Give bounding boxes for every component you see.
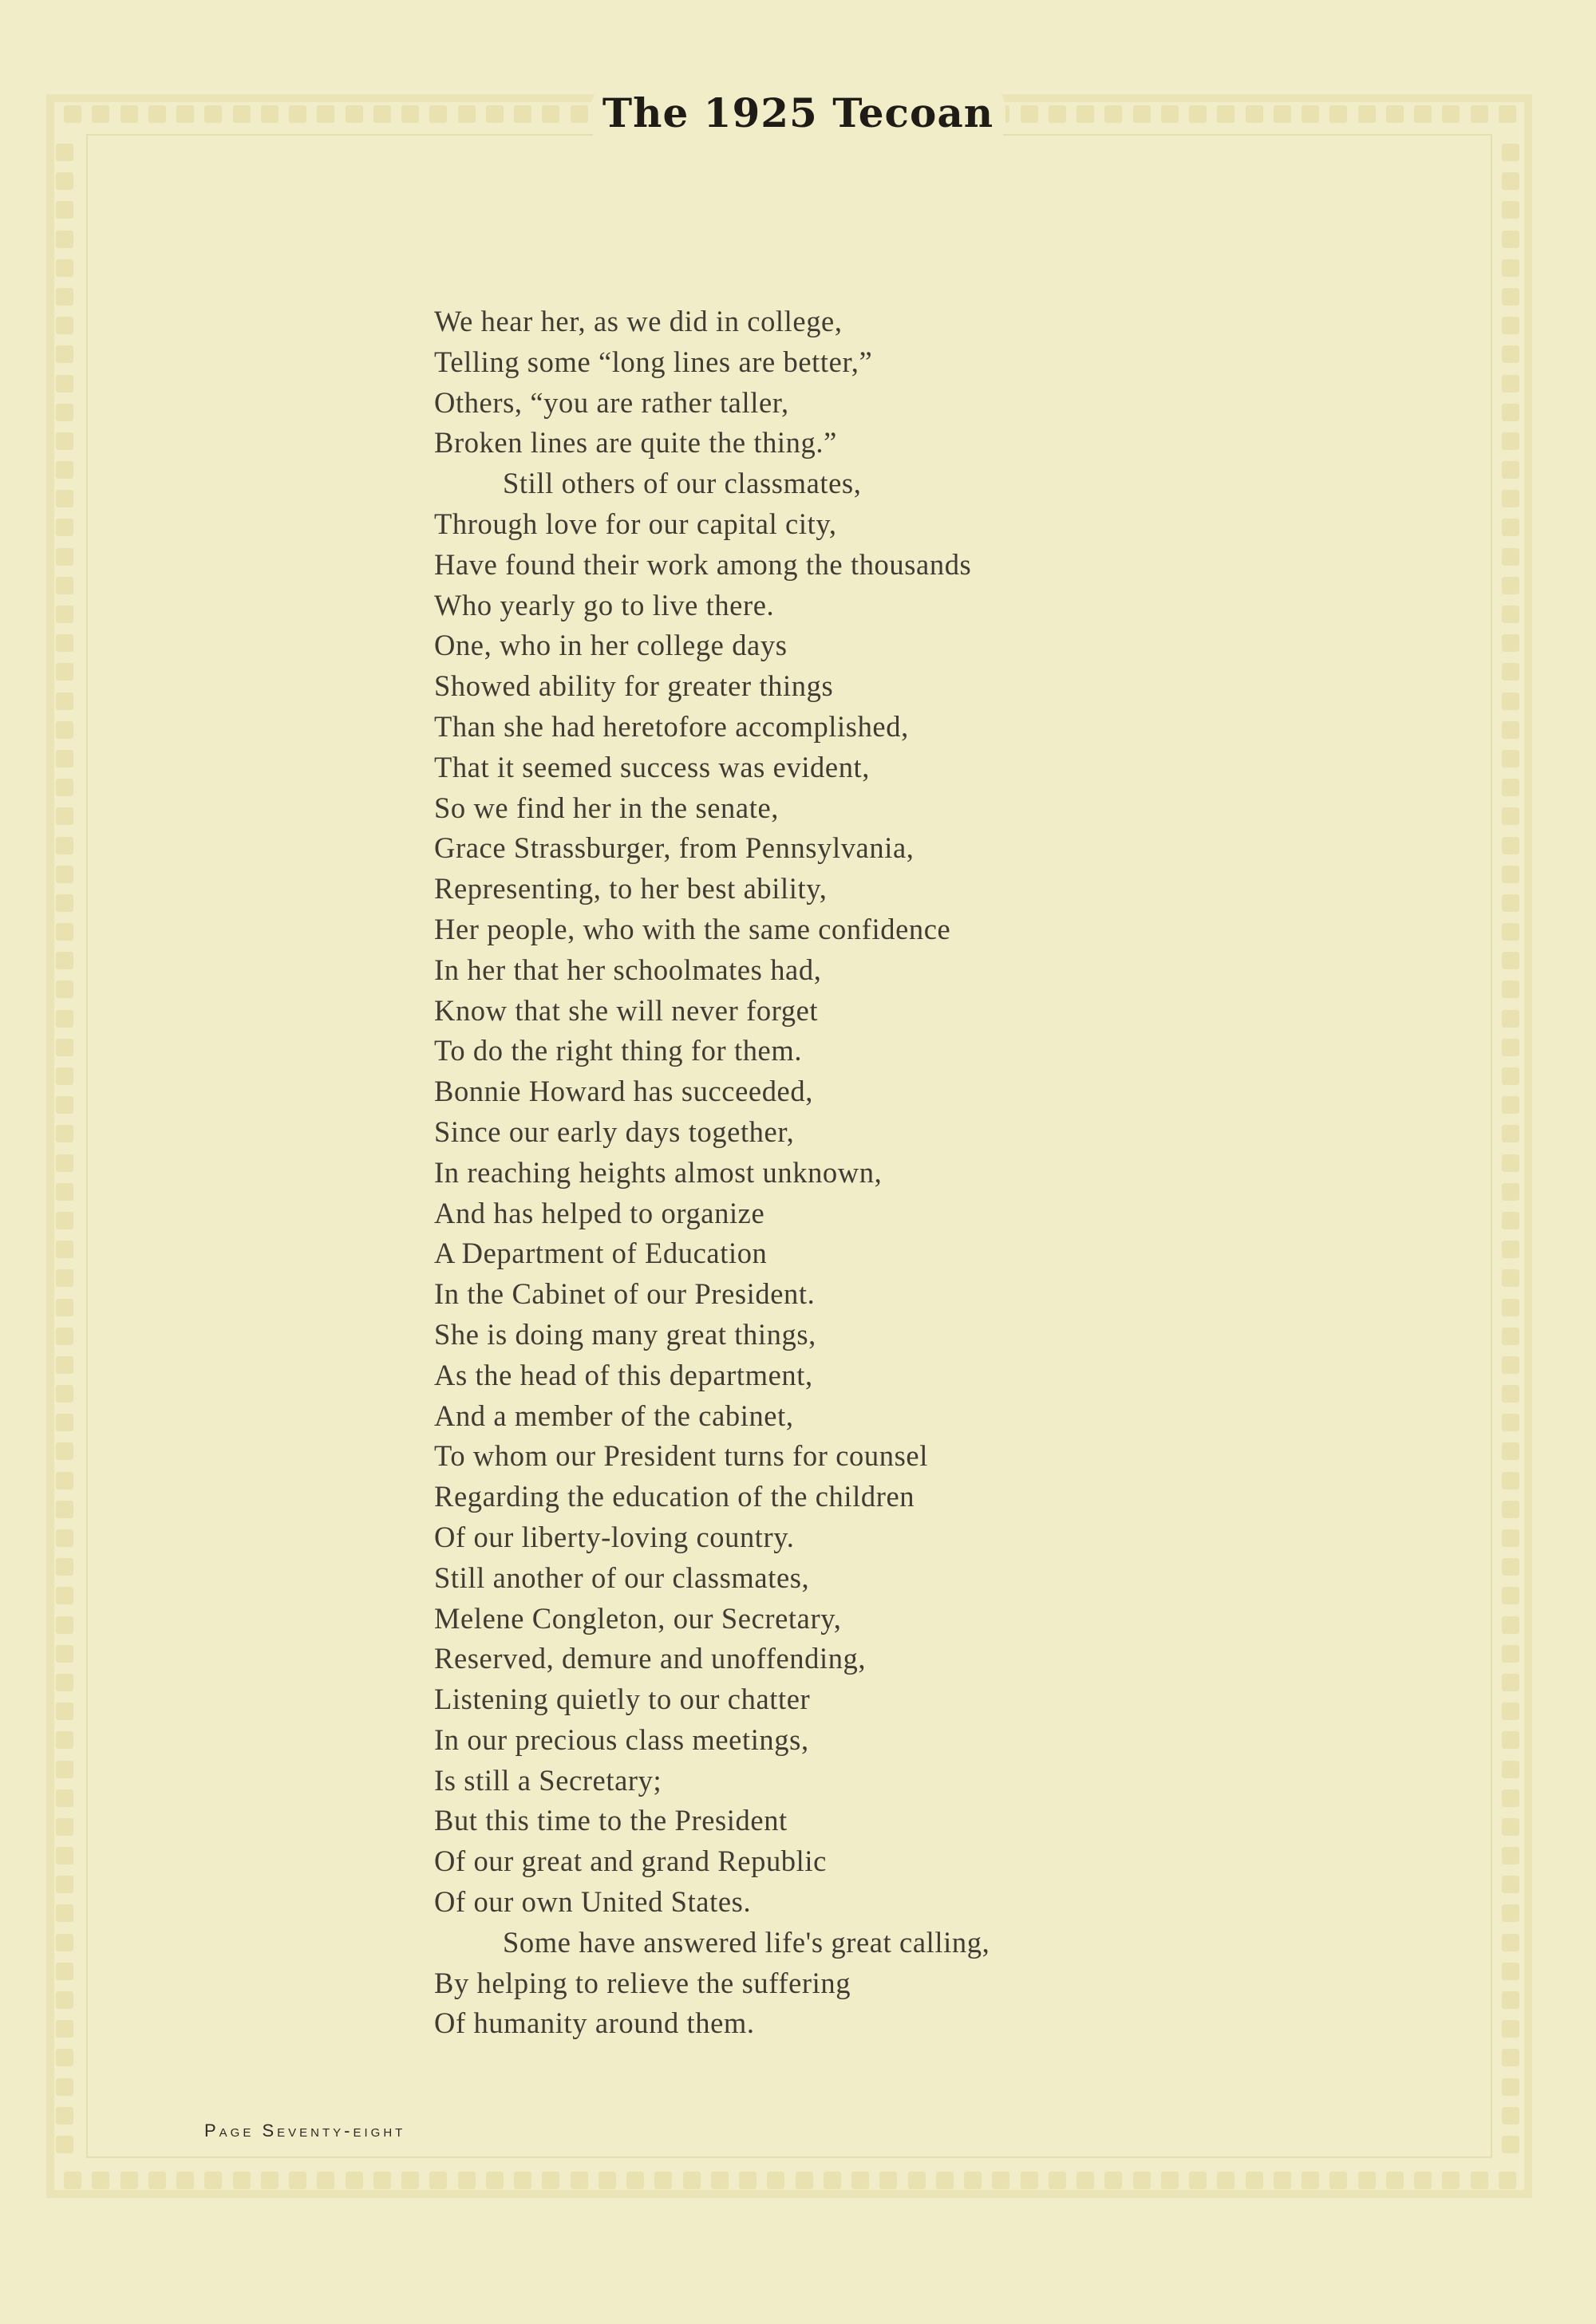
border-ornament-square xyxy=(56,692,73,710)
poem-line: One, who in her college days xyxy=(434,629,788,662)
border-ornament-square xyxy=(233,105,251,123)
poem-text xyxy=(434,302,1232,2044)
border-ornament-square xyxy=(64,105,81,123)
border-ornament-square xyxy=(1502,1934,1519,1951)
border-ornament-square xyxy=(56,432,73,450)
border-ornament-square xyxy=(317,2172,334,2189)
border-ornament-square xyxy=(1502,2020,1519,2038)
border-ornament-square xyxy=(429,105,447,123)
border-ornament-square xyxy=(1502,1645,1519,1663)
border-ornament-square xyxy=(1189,105,1207,123)
border-ornament-square xyxy=(1502,1328,1519,1345)
poem-line: But this time to the President xyxy=(434,1804,788,1837)
border-ornament-square xyxy=(1502,750,1519,767)
poem-line: Of humanity around them. xyxy=(434,2006,755,2040)
border-ornament-square xyxy=(1502,1847,1519,1864)
border-ornament-square xyxy=(571,2172,588,2189)
border-ornament-square xyxy=(56,201,73,219)
border-ornament-square xyxy=(56,1587,73,1604)
border-ornament-square xyxy=(56,1558,73,1576)
border-ornament-square xyxy=(1502,980,1519,998)
border-ornament-square xyxy=(56,1125,73,1142)
poem-line: In her that her schoolmates had, xyxy=(434,953,822,986)
border-ornament-square xyxy=(56,1674,73,1691)
border-ornament-square xyxy=(56,721,73,739)
border-ornament-square xyxy=(289,105,306,123)
border-ornament-square xyxy=(1358,105,1376,123)
border-ornament-square xyxy=(1502,1212,1519,1229)
border-ornament-square xyxy=(1386,105,1404,123)
border-ornament-square xyxy=(1274,2172,1291,2189)
border-ornament-square xyxy=(1502,692,1519,710)
border-ornament-square xyxy=(1502,1789,1519,1807)
poem-line: Some have answered life's great calling, xyxy=(503,1925,990,1959)
border-ornament-square xyxy=(1502,1299,1519,1316)
border-ornament-square xyxy=(346,105,363,123)
border-ornament-square xyxy=(56,1039,73,1056)
border-ornament-square xyxy=(1502,1963,1519,1980)
border-ornament-square xyxy=(1502,1674,1519,1691)
border-ornament-square xyxy=(1502,779,1519,796)
border-ornament-square xyxy=(1502,1414,1519,1431)
border-ornament-square xyxy=(1502,172,1519,190)
poem-line: In the Cabinet of our President. xyxy=(434,1277,816,1311)
border-ornament-square xyxy=(373,105,391,123)
border-ornament-square xyxy=(598,2172,616,2189)
border-ornament-square xyxy=(56,1328,73,1345)
poem-line: Telling some “long lines are better,” xyxy=(434,345,873,378)
border-ornament-square xyxy=(1217,105,1235,123)
border-ornament-square xyxy=(542,2172,559,2189)
border-ornament-square xyxy=(56,2078,73,2096)
border-ornament-square xyxy=(233,2172,251,2189)
border-ornament-square xyxy=(1414,2172,1432,2189)
border-ornament-square xyxy=(56,837,73,854)
border-ornament-square xyxy=(56,980,73,998)
poem-line: Of our own United States. xyxy=(434,1885,752,1919)
border-ornament-square xyxy=(1502,1356,1519,1374)
poem-line: Of our great and grand Republic xyxy=(434,1845,827,1878)
poem-line: As the head of this department, xyxy=(434,1358,813,1391)
border-ornament-square xyxy=(56,663,73,681)
poem-line: Have found their work among the thousands xyxy=(434,547,972,581)
border-ornament-square xyxy=(56,866,73,883)
border-ornament-square xyxy=(1502,345,1519,363)
border-ornament-square xyxy=(1049,105,1066,123)
border-ornament-square xyxy=(1329,105,1347,123)
border-ornament-square xyxy=(1502,1876,1519,1893)
border-ornament-square xyxy=(56,1761,73,1778)
border-ornament-square xyxy=(56,1645,73,1663)
border-ornament-square xyxy=(1502,923,1519,941)
border-ornament-square xyxy=(56,1529,73,1547)
poem-line: Than she had heretofore accomplished, xyxy=(434,709,909,743)
border-ornament-square xyxy=(148,105,166,123)
border-ornament-square xyxy=(56,2020,73,2038)
border-ornament-square xyxy=(1502,288,1519,306)
poem-line: Bonnie Howard has succeeded, xyxy=(434,1075,813,1108)
border-ornament-square xyxy=(56,461,73,479)
border-ornament-square xyxy=(56,1067,73,1085)
border-ornament-square xyxy=(879,2172,897,2189)
border-ornament-square xyxy=(261,2172,279,2189)
border-ornament-square xyxy=(1161,2172,1179,2189)
poem-line: She is doing many great things, xyxy=(434,1317,816,1351)
border-ornament-square xyxy=(1502,1991,1519,2009)
border-ornament-square xyxy=(1502,1529,1519,1547)
poem-line: Reserved, demure and unoffending, xyxy=(434,1642,867,1675)
border-ornament-square xyxy=(1502,894,1519,912)
border-ornament-square xyxy=(1502,1818,1519,1836)
border-ornament-square xyxy=(1502,432,1519,450)
border-ornament-square xyxy=(56,317,73,334)
border-ornament-square xyxy=(56,1703,73,1720)
border-ornament-square xyxy=(711,2172,729,2189)
border-ornament-square xyxy=(1502,1269,1519,1287)
border-ornament-square xyxy=(56,1789,73,1807)
border-ornament-square xyxy=(1133,105,1151,123)
border-ornament-square xyxy=(796,2172,813,2189)
border-ornament-square xyxy=(1502,231,1519,248)
border-ornament-square xyxy=(851,2172,869,2189)
poem-line: We hear her, as we did in college, xyxy=(434,305,843,337)
border-ornament-square xyxy=(1502,1501,1519,1518)
border-ornament-square xyxy=(1502,634,1519,652)
border-ornament-square xyxy=(56,345,73,363)
poem-line: Still another of our classmates, xyxy=(434,1561,810,1594)
border-ornament-square xyxy=(120,2172,138,2189)
poem-line: Who yearly go to live there. xyxy=(434,588,775,621)
border-ornament-square xyxy=(56,1472,73,1489)
border-ornament-square xyxy=(1502,837,1519,854)
border-ornament-square xyxy=(56,231,73,248)
border-ornament-square xyxy=(56,2107,73,2125)
border-ornament-square xyxy=(1077,2172,1094,2189)
border-ornament-square xyxy=(56,606,73,623)
border-ornament-square xyxy=(964,2172,982,2189)
border-ornament-square xyxy=(1502,375,1519,393)
border-ornament-square xyxy=(56,1847,73,1864)
border-ornament-square xyxy=(1502,807,1519,825)
border-ornament-square xyxy=(56,144,73,161)
border-ornament-square xyxy=(908,2172,926,2189)
border-ornament-square xyxy=(56,1501,73,1518)
border-ornament-square xyxy=(1502,1125,1519,1142)
border-ornament-square xyxy=(56,923,73,941)
border-ornament-square xyxy=(514,2172,531,2189)
border-ornament-square xyxy=(1502,404,1519,421)
poem-line: A Department of Education xyxy=(434,1237,768,1270)
poem-line: Others, “you are rather taller, xyxy=(434,385,789,419)
border-ornament-square xyxy=(1502,1067,1519,1085)
border-ornament-square xyxy=(56,1818,73,1836)
border-ornament-square xyxy=(56,894,73,912)
border-ornament-square xyxy=(56,1241,73,1258)
border-ornament-square xyxy=(1502,1385,1519,1403)
border-ornament-square xyxy=(992,2172,1009,2189)
border-ornament-square xyxy=(936,2172,954,2189)
border-ornament-square xyxy=(56,1096,73,1114)
border-ornament-square xyxy=(1077,105,1094,123)
border-ornament-square xyxy=(373,2172,391,2189)
border-ornament-square xyxy=(683,2172,701,2189)
border-ornament-square xyxy=(56,1385,73,1403)
border-ornament-square xyxy=(1502,2078,1519,2096)
poem-line: Showed ability for greater things xyxy=(434,669,834,703)
border-ornament-square xyxy=(56,1154,73,1172)
poem-line: Her people, who with the same confidence xyxy=(434,912,951,945)
border-ornament-square xyxy=(1502,1154,1519,1172)
border-ornament-square xyxy=(1502,461,1519,479)
border-ornament-square xyxy=(1502,606,1519,623)
border-ornament-bottom xyxy=(64,2172,1516,2192)
border-ornament-square xyxy=(1502,952,1519,969)
border-ornament-square xyxy=(1302,105,1319,123)
border-ornament-square xyxy=(56,1269,73,1287)
border-ornament-square xyxy=(56,1356,73,1374)
poem-line: Representing, to her best ability, xyxy=(434,872,828,906)
border-ornament-square xyxy=(1414,105,1432,123)
poem-line: By helping to relieve the suffering xyxy=(434,1966,851,1999)
poem-line: Through love for our capital city, xyxy=(434,507,837,540)
poem-line: Of our liberty-loving country. xyxy=(434,1520,795,1553)
border-ornament-square xyxy=(542,105,559,123)
border-ornament-square xyxy=(176,2172,194,2189)
border-ornament-square xyxy=(1502,1241,1519,1258)
border-ornament-square xyxy=(1502,1761,1519,1778)
border-ornament-square xyxy=(56,1442,73,1460)
border-ornament-square xyxy=(289,2172,306,2189)
border-ornament-square xyxy=(1274,105,1291,123)
border-ornament-square xyxy=(56,807,73,825)
border-ornament-square xyxy=(1161,105,1179,123)
border-ornament-square xyxy=(56,1904,73,1922)
poem-line: Grace Strassburger, from Pennsylvania, xyxy=(434,831,915,865)
border-ornament-square xyxy=(56,1414,73,1431)
page-header-title: The 1925 Tecoan xyxy=(602,89,994,136)
border-ornament-square xyxy=(92,105,109,123)
border-ornament-square xyxy=(1104,105,1122,123)
poem-line: Melene Congleton, our Secretary, xyxy=(434,1601,842,1635)
poem-line: Regarding the education of the children xyxy=(434,1480,915,1513)
poem-line: To do the right thing for them. xyxy=(434,1034,803,1067)
border-ornament-square xyxy=(56,1183,73,1201)
border-ornament-square xyxy=(92,2172,109,2189)
border-ornament-square xyxy=(458,2172,476,2189)
border-ornament-square xyxy=(654,2172,672,2189)
border-ornament-square xyxy=(824,2172,841,2189)
border-ornament-square xyxy=(1502,1010,1519,1028)
border-ornament-square xyxy=(1502,577,1519,594)
border-ornament-square xyxy=(429,2172,447,2189)
border-ornament-square xyxy=(1502,1096,1519,1114)
border-ornament-square xyxy=(148,2172,166,2189)
poem-line: And has helped to organize xyxy=(434,1196,765,1229)
border-ornament-square xyxy=(1502,490,1519,507)
border-ornament-square xyxy=(1502,1472,1519,1489)
border-ornament-square xyxy=(626,2172,644,2189)
border-ornament-square xyxy=(56,519,73,536)
border-ornament-square xyxy=(1502,1558,1519,1576)
border-ornament-square xyxy=(120,105,138,123)
border-ornament-square xyxy=(1502,1731,1519,1749)
border-ornament-square xyxy=(486,105,504,123)
border-ornament-square xyxy=(56,1991,73,2009)
border-ornament-square xyxy=(56,1963,73,1980)
border-ornament-square xyxy=(1302,2172,1319,2189)
poem-line: Still others of our classmates, xyxy=(503,467,862,500)
border-ornament-square xyxy=(1502,2107,1519,2125)
page-number-label: Page Seventy-eight xyxy=(204,2121,406,2141)
border-ornament-square xyxy=(56,172,73,190)
border-ornament-square xyxy=(1502,663,1519,681)
poem-line: Listening quietly to our chatter xyxy=(434,1683,811,1716)
border-ornament-square xyxy=(1049,2172,1066,2189)
poem-line: Broken lines are quite the thing.” xyxy=(434,426,837,460)
poem-line: To whom our President turns for counsel xyxy=(434,1439,928,1473)
border-ornament-square xyxy=(56,1934,73,1951)
border-ornament-square xyxy=(56,1731,73,1749)
border-ornament-square xyxy=(204,2172,222,2189)
border-ornament-square xyxy=(1217,2172,1235,2189)
border-ornament-square xyxy=(56,548,73,566)
border-ornament-square xyxy=(317,105,334,123)
border-ornament-square xyxy=(1502,1703,1519,1720)
border-ornament-square xyxy=(458,105,476,123)
border-ornament-square xyxy=(1502,1442,1519,1460)
border-ornament-square xyxy=(401,105,419,123)
border-ornament-square xyxy=(1133,2172,1151,2189)
border-ornament-square xyxy=(1189,2172,1207,2189)
border-ornament-square xyxy=(56,1616,73,1634)
border-ornament-square xyxy=(1246,2172,1263,2189)
border-ornament-square xyxy=(56,259,73,277)
border-ornament-square xyxy=(56,1299,73,1316)
border-ornament-square xyxy=(56,1212,73,1229)
border-ornament-right xyxy=(1502,144,1523,2154)
border-ornament-square xyxy=(1442,2172,1460,2189)
border-ornament-square xyxy=(1499,2172,1516,2189)
border-ornament-left xyxy=(56,144,77,2154)
poem-line: Know that she will never forget xyxy=(434,993,819,1027)
poem-line: In reaching heights almost unknown, xyxy=(434,1155,883,1189)
border-ornament-square xyxy=(1502,317,1519,334)
border-ornament-square xyxy=(1471,2172,1488,2189)
border-ornament-square xyxy=(1442,105,1460,123)
border-ornament-square xyxy=(204,105,222,123)
border-ornament-square xyxy=(1502,2136,1519,2153)
border-ornament-square xyxy=(261,105,279,123)
border-ornament-square xyxy=(1021,2172,1038,2189)
border-ornament-square xyxy=(1502,2049,1519,2066)
border-ornament-square xyxy=(56,577,73,594)
border-ornament-square xyxy=(64,2172,81,2189)
poem-line: And a member of the cabinet, xyxy=(434,1399,794,1432)
border-ornament-square xyxy=(1386,2172,1404,2189)
border-ornament-square xyxy=(176,105,194,123)
border-ornament-square xyxy=(1502,259,1519,277)
border-ornament-square xyxy=(739,2172,757,2189)
border-ornament-square xyxy=(1246,105,1263,123)
poem-line: So we find her in the senate, xyxy=(434,791,779,824)
poem-line: Since our early days together, xyxy=(434,1115,795,1148)
border-ornament-square xyxy=(514,105,531,123)
border-ornament-square xyxy=(486,2172,504,2189)
border-ornament-square xyxy=(56,750,73,767)
border-ornament-square xyxy=(56,490,73,507)
border-ornament-square xyxy=(1502,1904,1519,1922)
border-ornament-square xyxy=(1502,1587,1519,1604)
border-ornament-square xyxy=(56,2136,73,2153)
border-ornament-square xyxy=(767,2172,784,2189)
border-ornament-square xyxy=(1502,1039,1519,1056)
border-ornament-square xyxy=(56,952,73,969)
border-ornament-square xyxy=(1329,2172,1347,2189)
poem-line: In our precious class meetings, xyxy=(434,1722,809,1756)
border-ornament-square xyxy=(1358,2172,1376,2189)
border-ornament-square xyxy=(1502,721,1519,739)
poem-line: Is still a Secretary; xyxy=(434,1763,662,1797)
border-ornament-square xyxy=(1502,1183,1519,1201)
border-ornament-square xyxy=(56,1010,73,1028)
border-ornament-square xyxy=(1502,519,1519,536)
border-ornament-square xyxy=(56,288,73,306)
border-ornament-square xyxy=(1502,866,1519,883)
poem-line: That it seemed success was evident, xyxy=(434,750,871,783)
border-ornament-square xyxy=(1502,1616,1519,1634)
border-ornament-square xyxy=(56,779,73,796)
border-ornament-square xyxy=(1502,548,1519,566)
border-ornament-square xyxy=(401,2172,419,2189)
border-ornament-square xyxy=(56,634,73,652)
border-ornament-square xyxy=(1471,105,1488,123)
border-ornament-square xyxy=(1499,105,1516,123)
border-ornament-square xyxy=(56,2049,73,2066)
border-ornament-square xyxy=(1502,144,1519,161)
border-ornament-square xyxy=(56,1876,73,1893)
border-ornament-square xyxy=(1502,201,1519,219)
border-ornament-square xyxy=(346,2172,363,2189)
border-ornament-square xyxy=(56,375,73,393)
border-ornament-square xyxy=(1104,2172,1122,2189)
border-ornament-square xyxy=(56,404,73,421)
